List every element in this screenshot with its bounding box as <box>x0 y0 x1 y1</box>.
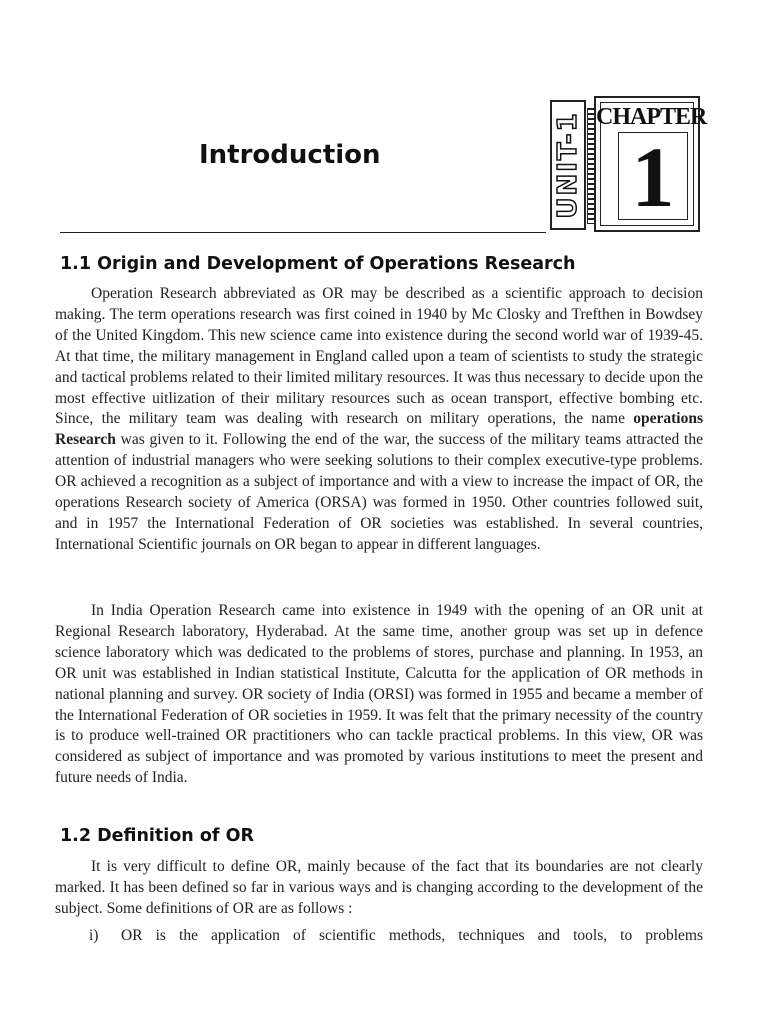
bold-term: operations Research <box>55 410 703 449</box>
chapter-label: CHAPTER <box>596 104 707 130</box>
section-heading-origin: 1.1 Origin and Development of Operations Research <box>60 254 576 274</box>
paragraph-definition-1: It is very difficult to define OR, mainly because of the fact that its boundaries are not clearly marked. It has been defined so far in various ways and is changing according to the development of the subject. Some definitions of OR are as follows : <box>55 858 703 917</box>
unit-label: UNIT-1 <box>553 111 583 219</box>
paragraph-origin-1 <box>55 284 703 556</box>
list-marker: i) <box>89 927 99 944</box>
list-item <box>55 925 703 946</box>
paragraph-origin-2: In India Operation Research came into existence in 1949 with the opening of an OR unit at Regional Research laboratory, Hyderabad. At the same time, another group was set up in defence science laboratory which was dedicated to the problems of stores, purchase and planning. In 1953, an OR unit was established in Indian statistical Institute, Calcutta for the application of OR methods in national planning and survey. OR society of India (ORSI) was formed in 1955 and became a member of the International Federation of OR societies in 1959. It was felt that the primary necessity of the country is to produce well-trained OR practitioners who can tackle practical problems. In this view, OR was considered as subject of importance and was promoted by various institutions to meet the present and future needs of India. <box>55 602 703 787</box>
list-item-text: OR is the application of scientific methods, techniques and tools, to problems <box>121 927 703 944</box>
chapter-number: 1 <box>618 132 688 220</box>
unit-tab <box>550 100 586 230</box>
paragraph-text: was given to it. Following the end of the war, the success of the military teams attracted the attention of industrial managers who were seeking solutions to their complex executive-type problems. OR achieved a recognition as a subject of importance and with a view to increase the impact of OR, the operations Research society of America (ORSA) was formed in 1950. Other countries followed suit, and in 1957 the International Federation of OR societies was established. In several countries, International Scientific journals on OR began to appear in different languages. <box>55 431 703 553</box>
chapter-badge <box>550 96 707 234</box>
paragraph-text: Operation Research abbreviated as OR may be described as a scientific approach to decision making. The term operations research was first coined in 1940 by Mc Closky and Trefthen in Bowdsey of the United Kingdom. This new science came into existence during the second world war of 1939-45. At that time, the military management in England called upon a team of scientists to study the strategic and tactical problems related to their limited military resources. It was thus necessary to decide upon the most effective uitlization of their military resources such as ocean transport, effective bombing etc. Since, the military team was dealing with research on military operations, the name <box>55 285 703 428</box>
section-heading-definition: 1.2 Definition of OR <box>60 826 254 846</box>
page-title: Introduction <box>199 140 381 170</box>
chapter-box <box>594 96 707 232</box>
title-underline <box>60 232 546 233</box>
